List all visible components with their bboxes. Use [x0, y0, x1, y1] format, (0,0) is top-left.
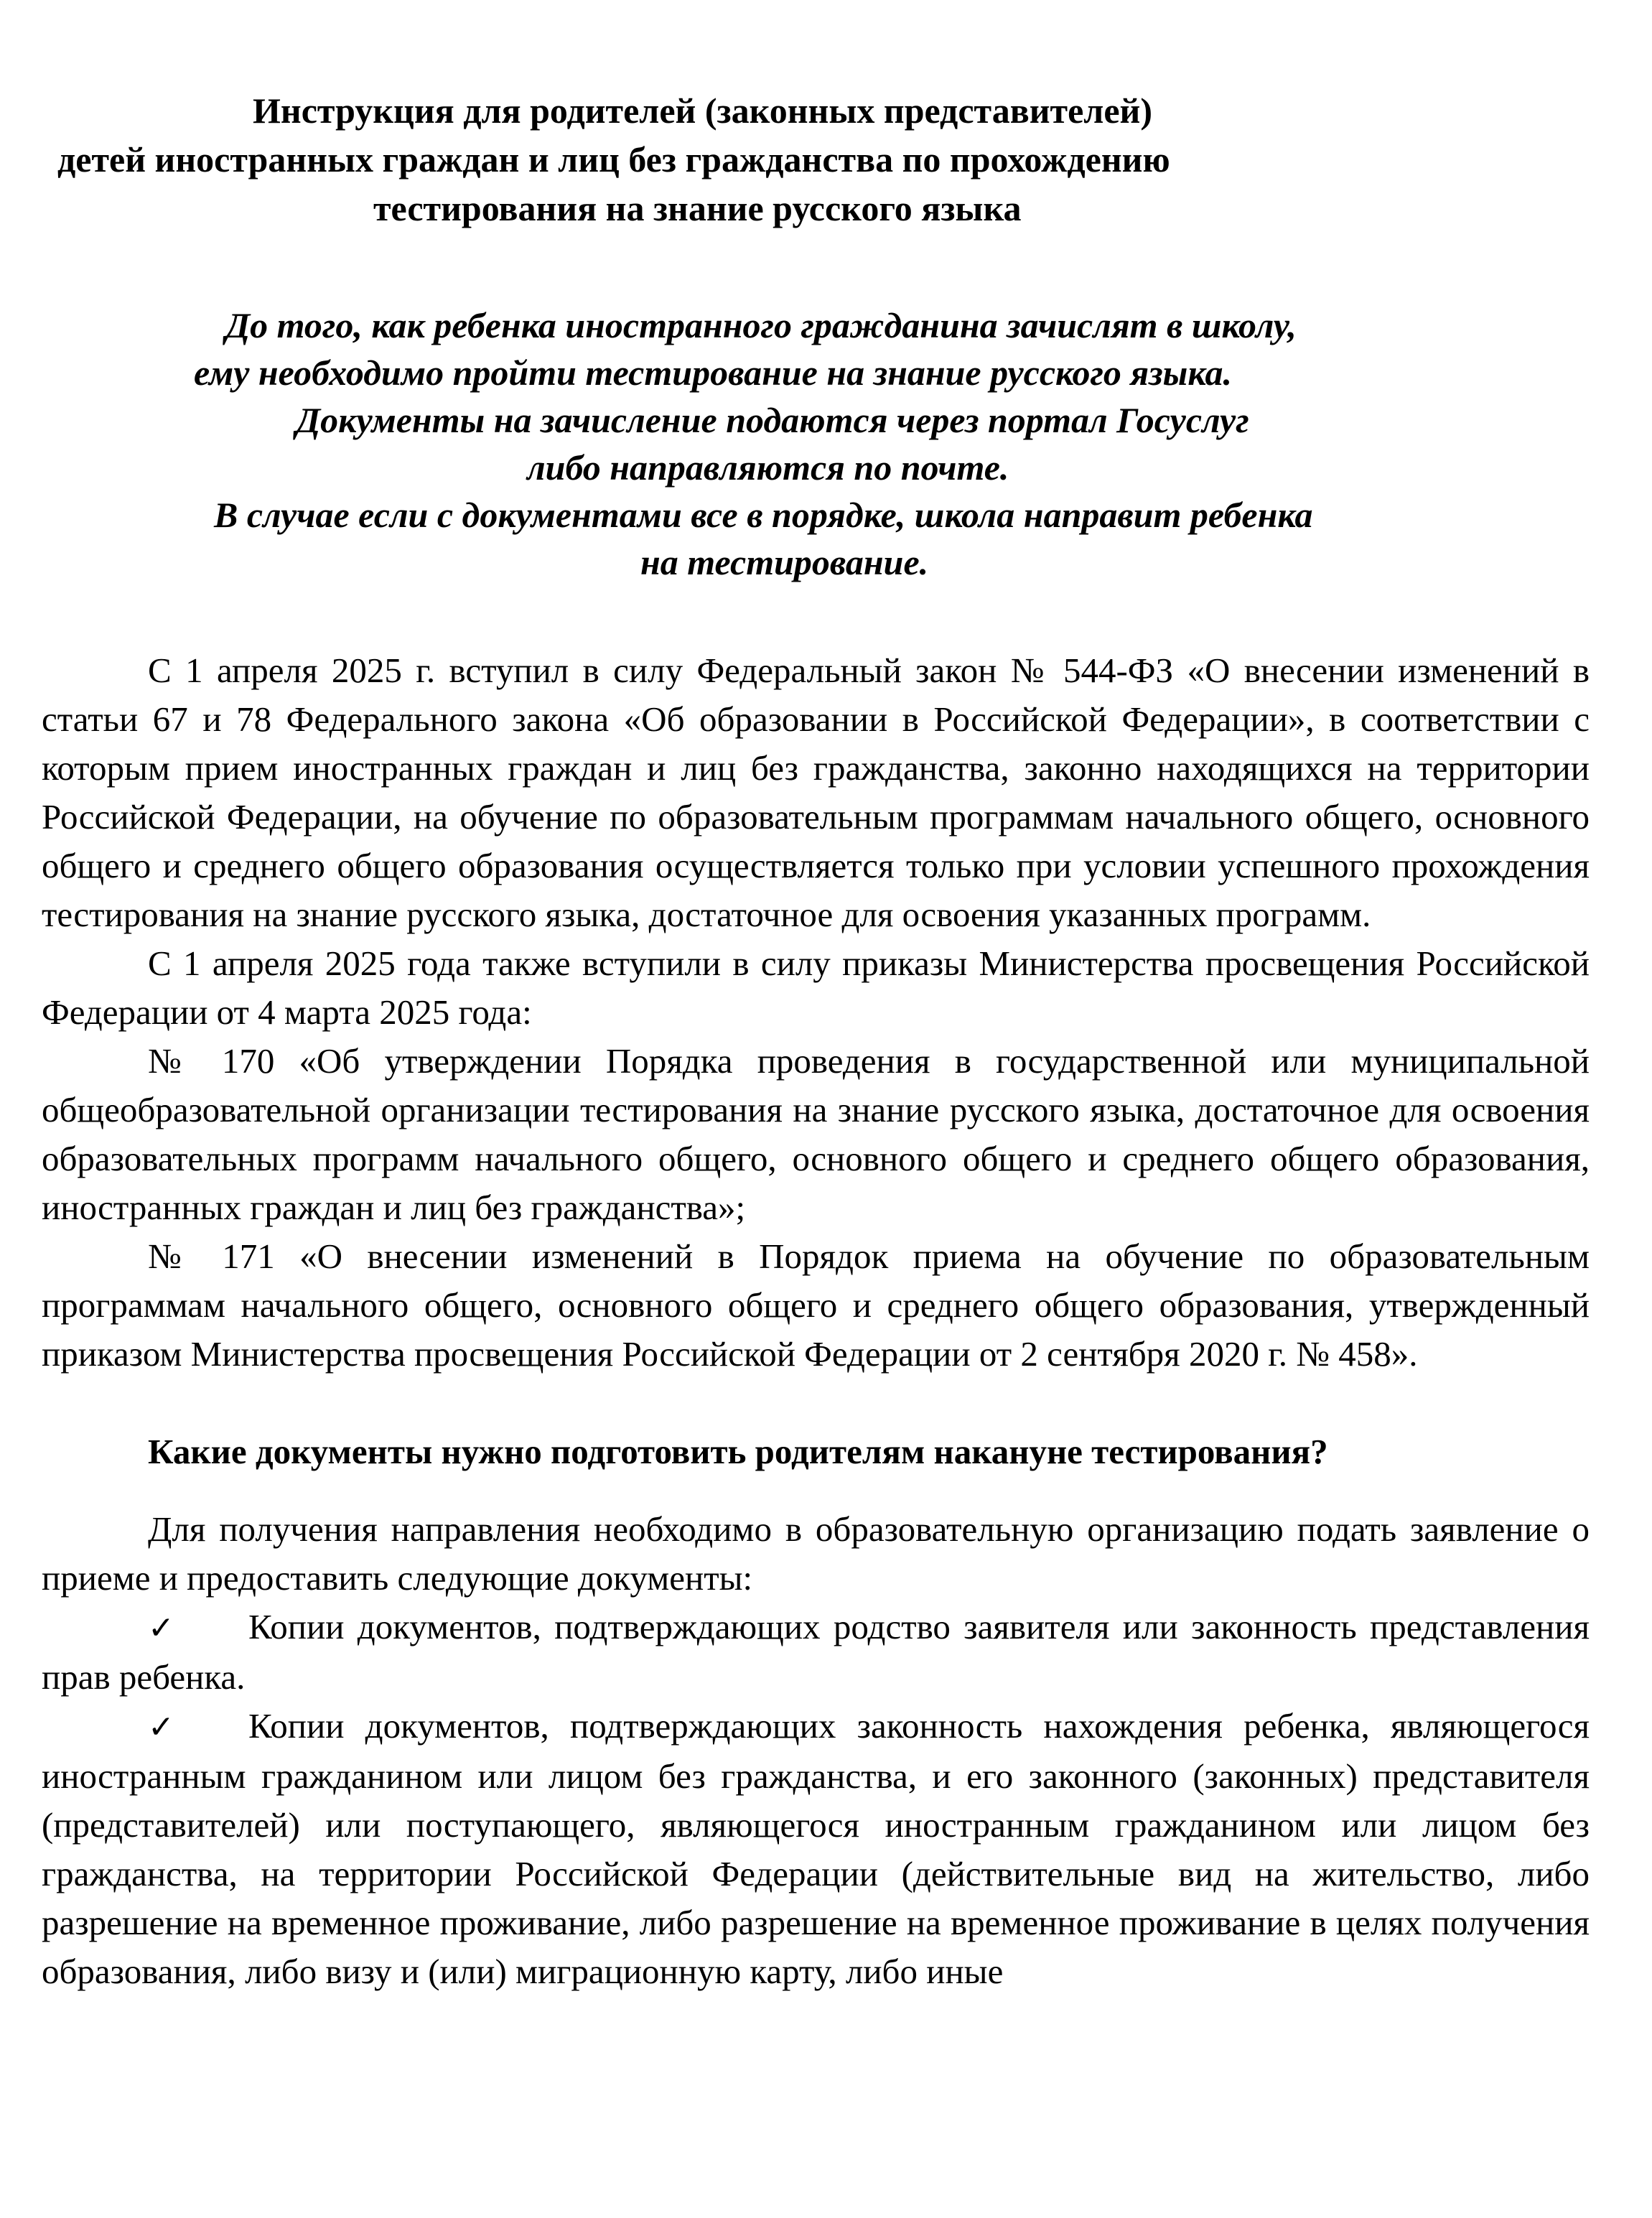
paragraph-federal-law: С 1 апреля 2025 г. вступил в силу Федеральный закон № 544-ФЗ «О внесении изменений в статьи 67 и 78 Федерального закона «Об образовании в Российской Федерации», в соответствии с которым прием иностранных граждан и лиц без гражданства, законно находящихся на территории Российской Федерации, на обучение по образовательным программам начального общего, основного общего и среднего общего образования осуществляется только при условии успешного прохождения тестирования на знание русского языка, достаточное для освоения указанных программ.: [42, 651, 1590, 934]
intro-line-2: ему необходимо пройти тестирование на знание русского языка.: [194, 353, 1232, 393]
title-line-2: детей иностранных граждан и лиц без гражданства по прохождению: [57, 139, 1170, 180]
checklist-item-2-text: Копии документов, подтверждающих законность нахождения ребенка, являющегося иностранным гражданином или лицом без гражданства, и его законного (законных) представителя (представителей) или поступающего, являющегося иностранным гражданином или лицом без гражданства, на территории Российской Федерации (действительные вид на жительство, либо разрешение на временное проживание, либо разрешение на временное проживание в целях получения образования, либо визу и (или) миграционную карту, либо иные: [42, 1706, 1590, 1991]
intro-note: [0, 302, 1652, 586]
paragraph-order-170: № 170 «Об утверждении Порядка проведения в государственной или муниципальной общеобразовательной организации тестирования на знание русского языка, достаточное для освоения образовательных программ начального общего, основного общего и среднего общего образования, иностранных граждан и лиц без гражданства»;: [42, 1041, 1590, 1227]
paragraph-ministry-orders: С 1 апреля 2025 года также вступили в силу приказы Министерства просвещения Российской Федерации от 4 марта 2025 года:: [42, 943, 1590, 1032]
intro-line-1: До того, как ребенка иностранного гражданина зачислят в школу,: [225, 305, 1297, 345]
checkmark-icon: ✓: [148, 1610, 174, 1646]
intro-line-6: на тестирование.: [640, 542, 929, 582]
paragraph-order-171: № 171 «О внесении изменений в Порядок приема на обучение по образовательным программам начального общего, основного общего и среднего общего образования, утвержденный приказом Министерства просвещения Российской Федерации от 2 сентября 2020 г. № 458».: [42, 1236, 1590, 1374]
document-title: [0, 86, 1652, 233]
title-line-3: тестирования на знание русского языка: [373, 188, 1022, 228]
document-body: [42, 646, 1590, 1996]
checklist-item-1-text: Копии документов, подтверждающих родство заявителя или законность представления прав ребенка.: [42, 1607, 1590, 1697]
title-line-1: Инструкция для родителей (законных представителей): [253, 90, 1152, 131]
intro-line-5: В случае если с документами все в порядке, школа направит ребенка: [214, 495, 1313, 535]
checklist-item-1: [42, 1603, 1590, 1702]
checklist-item-2: [42, 1702, 1590, 1996]
paragraph-documents-intro: Для получения направления необходимо в образовательную организацию подать заявление о приеме и предоставить следующие документы:: [42, 1509, 1590, 1598]
checkmark-icon: ✓: [148, 1709, 174, 1746]
intro-line-4: либо направляются по почте.: [527, 447, 1009, 488]
intro-line-3: Документы на зачисление подаются через портал Госуслуг: [296, 400, 1249, 440]
section-heading-documents: Какие документы нужно подготовить родителям накануне тестирования?: [148, 1432, 1328, 1471]
